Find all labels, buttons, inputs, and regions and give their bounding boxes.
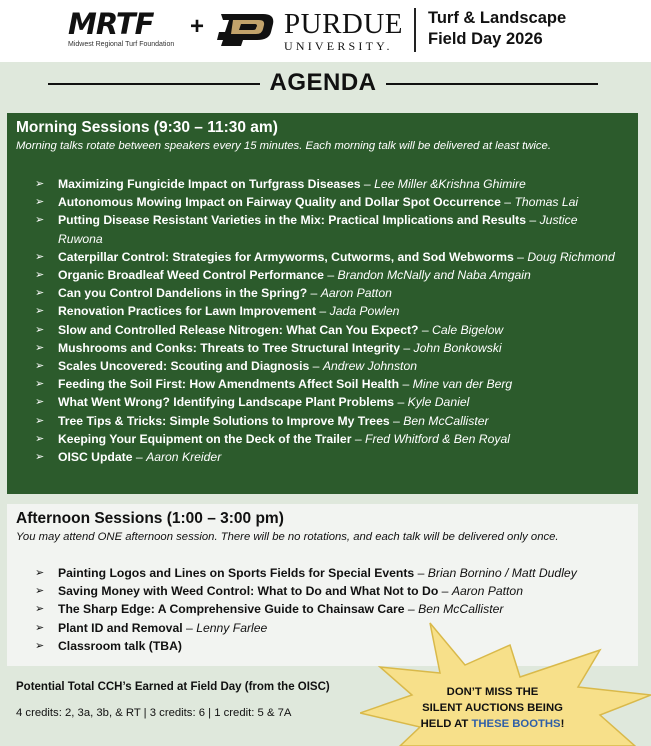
- arrow-bullet-icon: ➢: [35, 639, 45, 652]
- talk-title: Saving Money with Weed Control: What to Do and What Not to Do: [58, 584, 439, 599]
- talk-title: Maximizing Fungicide Impact on Turfgrass Diseases: [58, 177, 361, 191]
- purdue-university: UNIVERSITY.: [284, 39, 393, 53]
- list-item: ➢ Keeping Your Equipment on the Deck of the Trailer – Fred Whitford & Ben Royal: [35, 430, 625, 448]
- cch-title: Potential Total CCH’s Earned at Field Day (from the OISC): [16, 681, 330, 693]
- list-item: ➢ Feeding the Soil First: How Amendments Affect Soil Health – Mine van der Berg: [35, 375, 625, 393]
- list-item: ➢ What Went Wrong? Identifying Landscape Plant Problems – Kyle Daniel: [35, 393, 625, 411]
- talk-speaker: Kyle Daniel: [407, 395, 470, 410]
- agenda-title: AGENDA: [269, 69, 377, 96]
- talk-speaker: John Bonkowski: [413, 340, 502, 355]
- agenda-rule-right: [386, 83, 598, 85]
- booths-link[interactable]: THESE BOOTHS: [471, 718, 561, 730]
- talk-speaker: Andrew Johnston: [322, 359, 418, 374]
- afternoon-title: Afternoon Sessions (1:00 – 3:00 pm): [16, 510, 284, 527]
- cch-credits: 4 credits: 2, 3a, 3b, & RT | 3 credits: 6 | 1 credit: 5 & 7A: [16, 707, 292, 719]
- arrow-bullet-icon: ➢: [35, 360, 45, 373]
- callout-suffix: !: [560, 718, 565, 730]
- purdue-name: PURDUE: [284, 8, 404, 40]
- list-item: ➢ Organic Broadleaf Weed Control Performance – Brandon McNally and Naba Amgain: [35, 266, 625, 284]
- plus-sign: +: [190, 13, 205, 40]
- talk-title: Painting Logos and Lines on Sports Fields for Special Events: [58, 566, 415, 580]
- talk-title: Renovation Practices for Lawn Improvement: [58, 304, 317, 319]
- list-item: ➢ Putting Disease Resistant Varieties in the Mix: Practical Implications and Results – Justice Ruwona: [35, 213, 578, 246]
- silent-auction-callout: [400, 684, 585, 732]
- purdue-wordmark: [284, 9, 408, 54]
- arrow-bullet-icon: ➢: [35, 178, 45, 190]
- list-item: ➢ Caterpillar Control: Strategies for Armyworms, Cutworms, and Sod Webworms – Doug Richmond: [35, 248, 625, 266]
- arrow-bullet-icon: ➢: [35, 451, 45, 464]
- event-title: [428, 8, 566, 50]
- arrow-bullet-icon: ➢: [35, 323, 45, 336]
- callout-line3: [400, 716, 585, 732]
- talk-speaker: Jada Powlen: [329, 304, 400, 319]
- talk-title: Caterpillar Control: Strategies for Armyworms, Cutworms, and Sod Webworms: [58, 249, 514, 264]
- mrtf-subtitle: Midwest Regional Turf Foundation: [68, 41, 175, 48]
- talk-speaker: Lee Miller &Krishna Ghimire: [374, 177, 526, 191]
- arrow-bullet-icon: ➢: [35, 567, 45, 579]
- callout-line2: SILENT AUCTIONS BEING: [422, 702, 563, 714]
- arrow-bullet-icon: ➢: [35, 196, 45, 209]
- talk-title: Keeping Your Equipment on the Deck of the Trailer: [58, 431, 352, 446]
- event-title-line2: Field Day 2026: [428, 30, 543, 48]
- list-item: ➢ The Sharp Edge: A Comprehensive Guide to Chainsaw Care – Ben McCallister: [35, 600, 625, 618]
- list-item: ➢ Saving Money with Weed Control: What to Do and What Not to Do – Aaron Patton: [35, 582, 625, 600]
- arrow-bullet-icon: ➢: [35, 378, 45, 391]
- talk-title: OISC Update: [58, 450, 133, 465]
- talk-speaker: Cale Bigelow: [432, 322, 504, 337]
- talk-speaker: Aaron Patton: [320, 286, 392, 301]
- morning-title: Morning Sessions (9:30 – 11:30 am): [16, 119, 278, 136]
- morning-sessions-panel: [7, 113, 638, 494]
- talk-title: Slow and Controlled Release Nitrogen: What Can You Expect?: [58, 322, 419, 337]
- agenda-heading-row: [0, 66, 651, 100]
- header-divider: [414, 8, 416, 52]
- morning-talk-list: [35, 175, 625, 466]
- arrow-bullet-icon: ➢: [35, 305, 45, 318]
- talk-title: Autonomous Mowing Impact on Fairway Quality and Dollar Spot Occurrence: [58, 195, 501, 210]
- talk-title: The Sharp Edge: A Comprehensive Guide to Chainsaw Care: [58, 602, 405, 617]
- purdue-p-logo-icon: [211, 12, 277, 48]
- list-item: ➢ Autonomous Mowing Impact on Fairway Quality and Dollar Spot Occurrence – Thomas Lai: [35, 193, 625, 211]
- list-item: ➢ Maximizing Fungicide Impact on Turfgrass Diseases – Lee Miller &Krishna Ghimire: [35, 175, 625, 193]
- arrow-bullet-icon: ➢: [35, 585, 45, 598]
- afternoon-note: You may attend ONE afternoon session. There will be no rotations, and each talk will be delivered only once.: [16, 531, 559, 543]
- talk-title: Scales Uncovered: Scouting and Diagnosis: [58, 359, 310, 374]
- talk-title: Classroom talk (TBA): [58, 638, 182, 653]
- arrow-bullet-icon: ➢: [35, 250, 45, 263]
- list-item: ➢ Renovation Practices for Lawn Improvement – Jada Powlen: [35, 302, 625, 320]
- talk-speaker: Doug Richmond: [527, 249, 615, 264]
- arrow-bullet-icon: ➢: [35, 287, 45, 300]
- list-item: ➢ Slow and Controlled Release Nitrogen: What Can You Expect? – Cale Bigelow: [35, 321, 625, 339]
- callout-prefix: HELD AT: [420, 718, 472, 730]
- talk-speaker: Justice Ruwona: [58, 213, 578, 246]
- arrow-bullet-icon: ➢: [35, 269, 45, 282]
- mrtf-logo-text: MRTF: [68, 7, 154, 41]
- list-item: ➢ Painting Logos and Lines on Sports Fields for Special Events – Brian Bornino / Matt Dudley: [35, 564, 625, 582]
- talk-speaker: Brandon McNally and Naba Amgain: [337, 268, 531, 283]
- talk-title: What Went Wrong? Identifying Landscape Plant Problems: [58, 395, 395, 410]
- event-title-line1: Turf & Landscape: [428, 9, 567, 27]
- talk-speaker: Brian Bornino / Matt Dudley: [427, 566, 577, 580]
- agenda-rule-left: [48, 83, 260, 85]
- list-item: ➢ Mushrooms and Conks: Threats to Tree Structural Integrity – John Bonkowski: [35, 339, 625, 357]
- talk-title: Organic Broadleaf Weed Control Performance: [58, 268, 324, 283]
- talk-speaker: Aaron Kreider: [146, 450, 222, 465]
- list-item: ➢ Can you Control Dandelions in the Spring? – Aaron Patton: [35, 284, 625, 302]
- arrow-bullet-icon: ➢: [35, 341, 45, 354]
- morning-note: Morning talks rotate between speakers every 15 minutes. Each morning talk will be delivered at least twice.: [16, 140, 551, 152]
- arrow-bullet-icon: ➢: [35, 396, 45, 409]
- arrow-bullet-icon: ➢: [35, 603, 45, 616]
- talk-title: Tree Tips & Tricks: Simple Solutions to Improve My Trees: [58, 413, 390, 428]
- callout-line1: DON’T MISS THE: [446, 686, 539, 698]
- talk-speaker: Thomas Lai: [514, 195, 579, 210]
- talk-speaker: Ben McCallister: [418, 602, 504, 617]
- talk-title: Plant ID and Removal: [58, 620, 183, 635]
- talk-title: Putting Disease Resistant Varieties in the Mix: Practical Implications and Results: [58, 213, 527, 228]
- talk-title: Feeding the Soil First: How Amendments Affect Soil Health: [58, 377, 400, 392]
- talk-title: Mushrooms and Conks: Threats to Tree Structural Integrity: [58, 340, 400, 355]
- arrow-bullet-icon: ➢: [35, 214, 45, 227]
- list-item: ➢ Scales Uncovered: Scouting and Diagnosis – Andrew Johnston: [35, 357, 625, 375]
- arrow-bullet-icon: ➢: [35, 432, 45, 445]
- mrtf-logo: [68, 8, 186, 48]
- talk-speaker: Lenny Farlee: [196, 620, 268, 635]
- arrow-bullet-icon: ➢: [35, 414, 45, 427]
- talk-speaker: Fred Whitford & Ben Royal: [365, 431, 510, 446]
- header-banner: [0, 0, 651, 62]
- talk-title: Can you Control Dandelions in the Spring?: [58, 286, 308, 301]
- talk-speaker: Aaron Patton: [451, 584, 523, 599]
- list-item: ➢ Plant ID and Removal – Lenny Farlee: [35, 619, 625, 637]
- list-item: ➢ OISC Update – Aaron Kreider: [35, 448, 625, 466]
- arrow-bullet-icon: ➢: [35, 621, 45, 634]
- talk-speaker: Ben McCallister: [403, 413, 489, 428]
- talk-speaker: Mine van der Berg: [412, 377, 513, 392]
- list-item: ➢ Tree Tips & Tricks: Simple Solutions to Improve My Trees – Ben McCallister: [35, 412, 625, 430]
